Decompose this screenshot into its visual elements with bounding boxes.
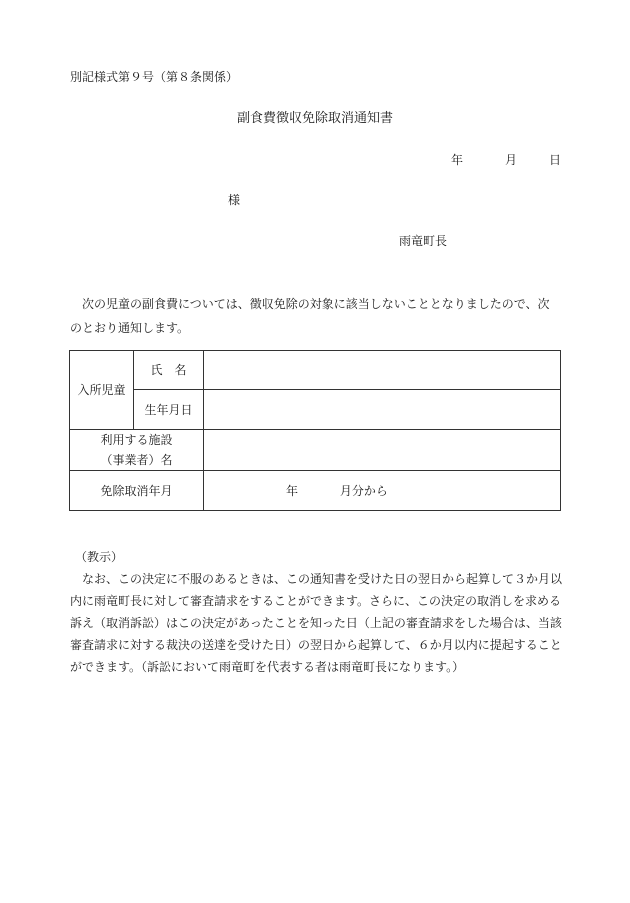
birthdate-label: 生年月日 — [134, 390, 204, 430]
info-table — [69, 350, 561, 511]
table-row — [70, 351, 561, 390]
child-label: 入所児童 — [70, 351, 134, 430]
table-row — [70, 430, 561, 471]
birthdate-value[interactable] — [204, 390, 561, 430]
date-month-label: 月 — [505, 153, 518, 167]
date-day-label: 日 — [549, 153, 562, 167]
intro-paragraph: 次の児童の副食費については、徴収免除の対象に該当しないこととなりましたので、次のとおり通知します。 — [70, 297, 550, 335]
table-row — [70, 471, 561, 511]
table-row — [70, 390, 561, 430]
form-label: 別記様式第９号（第８条関係） — [70, 70, 239, 84]
cancel-label: 免除取消年月 — [70, 471, 204, 511]
document-title: 副食費徴収免除取消通知書 — [236, 111, 393, 126]
cancel-value[interactable] — [204, 471, 561, 511]
date-year-label: 年 — [451, 153, 464, 167]
facility-label — [70, 430, 204, 471]
name-value[interactable] — [204, 351, 561, 390]
sender-name: 雨竜町長 — [399, 234, 448, 248]
notice-heading: （教示） — [75, 550, 124, 564]
facility-label-line1: 利用する施設 — [100, 433, 173, 447]
cancel-month-from-label: 月分から — [339, 483, 388, 498]
name-label: 氏 名 — [134, 351, 204, 390]
notice-body: なお、この決定に不服のあるときは、この通知書を受けた日の翌日から起算して３か月以内に雨竜町長に対して審査請求をすることができます。さらに、この決定の取消しを求める訴え（取消訴訟）はこの決定があったことを知った日（上記の審査請求をした場合は、当該審査請求に対する裁決の送達を受けた日）の翌日から起算して、６か月以内に提起することができます。（訴訟において雨竜町を代表する者は雨竜町長になります。） — [70, 572, 563, 674]
facility-label-line2: （事業者）名 — [100, 453, 173, 467]
cancel-year-label: 年 — [286, 483, 299, 498]
addressee-suffix: 様 — [228, 193, 241, 207]
facility-value[interactable] — [204, 430, 561, 471]
